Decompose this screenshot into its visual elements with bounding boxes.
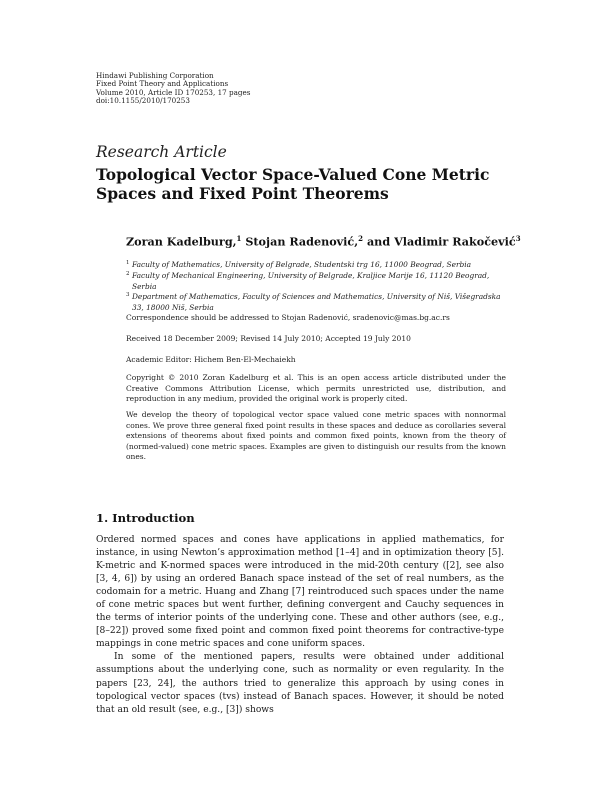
copyright: Copyright © 2010 Zoran Kadelburg et al. This is an open access article distributed under the Creative Commons Attribution License, which permits unrestricted use, distribution, and reproduction in any medium, provided the original work is properly cited. [126, 373, 506, 403]
title-line-2: Spaces and Fixed Point Theorems [96, 184, 389, 203]
affiliation-mark: 1 [236, 234, 242, 243]
affiliation-number: 1 [126, 260, 130, 266]
affiliation-text: Faculty of Mathematics, University of Belgrade, Studentski trg 16, 11000 Beograd, Serbia [132, 260, 472, 269]
correspondence: Correspondence should be addressed to Stojan Radenović, sradenovic@mas.bg.ac.rs [126, 313, 450, 322]
paragraph: Ordered normed spaces and cones have applications in applied mathematics, for instance, in using Newton’s approximation method [1–4] and in optimization theory [5]. K-metric and K-normed spaces were introduced in the mid-20th century ([2], see also [3, 4, 6]) by using an ordered Banach space instead of the set of real numbers, as the codomain for a metric. Huang and Zhang [7] reintroduced such spaces under the name of cone metric spaces but went further, defining convergent and Cauchy sequences in the terms of interior points of the underlying cone. These and other authors (see, e.g., [8–22]) proved some fixed point and common fixed point theorems for contractive-type mappings in cone metric spaces and cone uniform spaces. [96, 535, 504, 650]
affiliations [126, 260, 506, 314]
publisher-line: Hindawi Publishing Corporation [96, 71, 214, 80]
author-conjunction: and [366, 234, 391, 249]
section-body [96, 534, 504, 717]
academic-editor: Academic Editor: Hichem Ben-El-Mechaiekh [126, 355, 296, 364]
affiliation-number: 2 [126, 270, 130, 277]
affiliation-mark: 2 [358, 234, 364, 243]
author-name: Zoran Kadelburg, [126, 234, 237, 249]
doi-line: doi:10.1155/2010/170253 [96, 95, 190, 105]
affiliation-text: Faculty of Mechanical Engineering, University of Belgrade, Kraljice Marije 16, 11120 Beograd, Serbia [132, 270, 490, 291]
section-heading: 1. Introduction [96, 511, 195, 525]
affiliation [126, 292, 506, 314]
paragraph: In some of the mentioned papers, results were obtained under additional assumptions about the underlying cone, such as normality or even regularity. In the papers [23, 24], the authors tried to generalize this approach by using cones in topological vector spaces (tvs) instead of Banach spaces. However, it should be noted that an old result (see, e.g., [3]) shows [96, 652, 504, 715]
affiliation-text: Department of Mathematics, Faculty of Sciences and Mathematics, University of Niš, Višegradska 33, 18000 Niš, Serbia [132, 292, 501, 313]
journal-name-line: Fixed Point Theory and Applications [96, 79, 229, 89]
author-name: Vladimir Rakočević [394, 234, 516, 249]
abstract: We develop the theory of topological vector space valued cone metric spaces with nonnormal cones. We prove three general fixed point results in these spaces and deduce as corollaries several extensions of theorems about fixed points and common fixed points, known from the theory of (normed-valued) cone metric spaces. Examples are given to distinguish our results from the known ones. [126, 410, 506, 461]
article-type: Research Article [96, 143, 227, 161]
dates: Received 18 December 2009; Revised 14 July 2010; Accepted 19 July 2010 [126, 334, 411, 343]
author-list [126, 234, 521, 249]
paper-title [96, 165, 489, 203]
author-name: Stojan Radenović, [245, 234, 359, 249]
journal-header [96, 72, 250, 105]
affiliation-mark: 3 [515, 234, 521, 243]
volume-line: Volume 2010, Article ID 170253, 17 pages [96, 87, 251, 97]
affiliation-number: 3 [126, 292, 130, 299]
affiliation [126, 271, 506, 293]
affiliation [126, 260, 506, 271]
title-line-1: Topological Vector Space-Valued Cone Metric [96, 165, 490, 184]
